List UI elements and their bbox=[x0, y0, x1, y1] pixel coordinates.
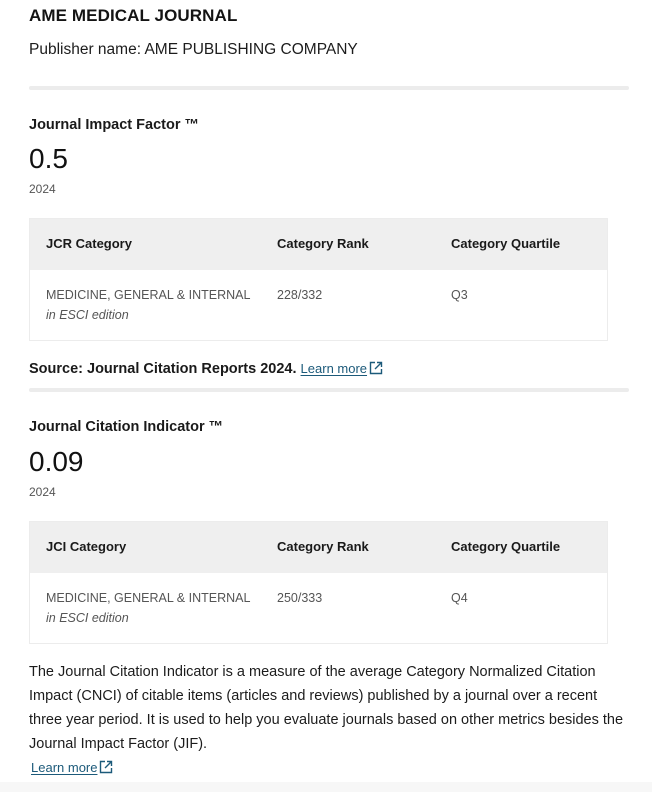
citation-indicator-value: 0.09 bbox=[29, 446, 84, 477]
citation-indicator-title: Journal Citation Indicator ™ bbox=[29, 419, 224, 435]
external-link-icon[interactable] bbox=[369, 361, 383, 379]
impact-factor-year: 2024 bbox=[29, 182, 56, 196]
header-category-quartile: Category Quartile bbox=[451, 539, 561, 554]
source-line bbox=[29, 361, 383, 379]
table-row bbox=[30, 573, 607, 643]
divider bbox=[29, 388, 629, 392]
category-quartile: Q3 bbox=[451, 288, 468, 302]
category-name: MEDICINE, GENERAL & INTERNAL bbox=[46, 591, 251, 605]
category-quartile: Q4 bbox=[451, 591, 468, 605]
category-name: MEDICINE, GENERAL & INTERNAL bbox=[46, 288, 251, 302]
table-header bbox=[30, 522, 607, 573]
learn-more-link[interactable]: Learn more bbox=[300, 361, 368, 376]
external-link-icon[interactable] bbox=[99, 760, 113, 779]
learn-more-link[interactable]: Learn more bbox=[31, 760, 98, 775]
impact-factor-value: 0.5 bbox=[29, 143, 68, 174]
table-header bbox=[30, 219, 607, 270]
publisher-name: Publisher name: AME PUBLISHING COMPANY bbox=[29, 41, 358, 58]
jcr-category-table bbox=[29, 218, 608, 341]
header-category-rank: Category Rank bbox=[277, 539, 369, 554]
citation-indicator-year: 2024 bbox=[29, 485, 56, 499]
category-edition: in ESCI edition bbox=[46, 308, 129, 322]
impact-factor-title: Journal Impact Factor ™ bbox=[29, 117, 200, 133]
category-rank: 250/333 bbox=[277, 591, 323, 605]
category-rank: 228/332 bbox=[277, 288, 323, 302]
learn-more-line bbox=[31, 759, 113, 779]
page-bottom-edge bbox=[0, 782, 652, 792]
header-category-quartile: Category Quartile bbox=[451, 236, 561, 251]
header-jcr-category: JCR Category bbox=[46, 236, 132, 251]
source-text: Source: Journal Citation Reports 2024. bbox=[29, 361, 297, 377]
table-row bbox=[30, 270, 607, 340]
category-edition: in ESCI edition bbox=[46, 611, 129, 625]
journal-title: AME MEDICAL JOURNAL bbox=[29, 6, 238, 25]
jci-category-table bbox=[29, 521, 608, 644]
header-jci-category: JCI Category bbox=[46, 539, 127, 554]
header-category-rank: Category Rank bbox=[277, 236, 369, 251]
citation-indicator-description: The Journal Citation Indicator is a measure of the average Category Normalized Citation Impact (CNCI) of citable items (articles and reviews) published by a journal over a recent three year period. It is used to help you evaluate journals based on other metrics besides the Journal Impact Factor (JIF). bbox=[29, 664, 624, 752]
divider bbox=[29, 86, 629, 90]
